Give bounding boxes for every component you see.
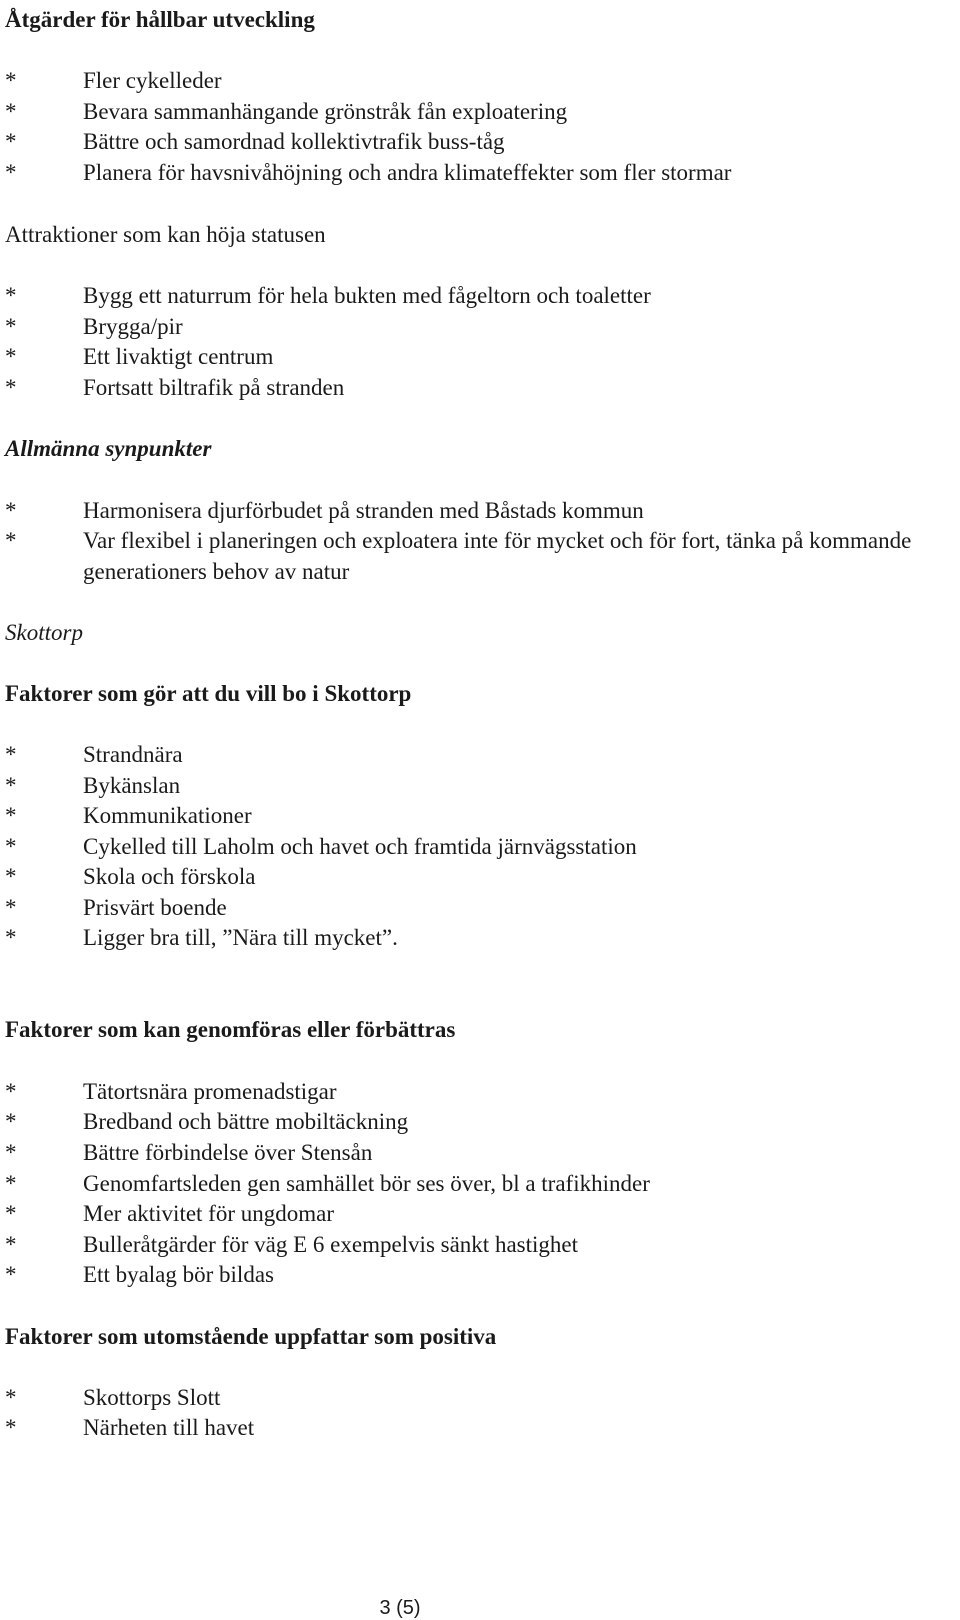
list-item-text: Kommunikationer (83, 803, 252, 828)
bullet-marker: * (5, 160, 17, 185)
section-heading: Attraktioner som kan höja statusen (5, 222, 326, 247)
bullet-marker: * (5, 1201, 17, 1226)
bullet-marker: * (5, 314, 17, 339)
list-item-text: Cykelled till Laholm och havet och framtida järnvägsstation (83, 834, 637, 859)
section-heading: Faktorer som gör att du vill bo i Skottorp (5, 681, 412, 706)
bullet-marker: * (5, 834, 17, 859)
bullet-marker: * (5, 1262, 17, 1287)
list-item-text: Bulleråtgärder för väg E 6 exempelvis sänkt hastighet (83, 1232, 578, 1257)
list-item-text: Ligger bra till, ”Nära till mycket”. (83, 925, 398, 950)
list-item-text: Brygga/pir (83, 314, 183, 339)
list-item (5, 1137, 950, 1168)
bullet-marker: * (5, 528, 17, 553)
bullet-marker: * (5, 498, 17, 523)
bullet-marker: * (5, 99, 17, 124)
bullet-marker: * (5, 68, 17, 93)
list-item (5, 1382, 950, 1413)
list-item (5, 495, 950, 526)
bullet-marker: * (5, 925, 17, 950)
list-item (5, 126, 950, 157)
list-item-text: Ett byalag bör bildas (83, 1262, 274, 1287)
bullet-marker: * (5, 283, 17, 308)
bullet-marker: * (5, 344, 17, 369)
list-item (5, 280, 950, 311)
list-item-text: Prisvärt boende (83, 895, 227, 920)
list-item-text: Strandnära (83, 742, 183, 767)
section-heading: Faktorer som utomstående uppfattar som positiva (5, 1324, 497, 1349)
bullet-marker: * (5, 1385, 17, 1410)
section-heading: Faktorer som kan genomföras eller förbättras (5, 1017, 456, 1042)
list-item (5, 770, 950, 801)
bullet-marker: * (5, 1140, 17, 1165)
list-item-text: Närheten till havet (83, 1415, 255, 1440)
list-item (5, 157, 950, 188)
list-item-text: Harmonisera djurförbudet på stranden med Båstads kommun (83, 498, 644, 523)
list-item-text: Bygg ett naturrum för hela bukten med fågeltorn och toaletter (83, 283, 651, 308)
section-heading: Åtgärder för hållbar utveckling (5, 7, 315, 32)
list-item (5, 800, 950, 831)
bullet-marker: * (5, 1109, 17, 1134)
list-item (5, 1412, 950, 1443)
bullet-marker: * (5, 1171, 17, 1196)
list-item (5, 1229, 950, 1260)
section-heading: Allmänna synpunkter (5, 436, 212, 461)
list-item (5, 861, 950, 892)
section-heading: Skottorp (5, 620, 83, 645)
list-item-text: Bevara sammanhängande grönstråk fån exploatering (83, 99, 568, 124)
list-item-text: Skola och förskola (83, 864, 256, 889)
bullet-marker: * (5, 864, 17, 889)
list-item-text: Ett livaktigt centrum (83, 344, 274, 369)
list-item (5, 1259, 950, 1290)
list-item (5, 96, 950, 127)
list-item-text: Bredband och bättre mobiltäckning (83, 1109, 409, 1134)
bullet-marker: * (5, 1079, 17, 1104)
bullet-marker: * (5, 129, 17, 154)
list-item-text: Bykänslan (83, 773, 181, 798)
list-item (5, 1076, 950, 1107)
bullet-marker: * (5, 742, 17, 767)
list-item-text: Skottorps Slott (83, 1385, 221, 1410)
page-number: 3 (5) (379, 1597, 421, 1619)
list-item (5, 341, 950, 372)
bullet-marker: * (5, 375, 17, 400)
list-item-text: Tätortsnära promenadstigar (83, 1079, 337, 1104)
bullet-marker: * (5, 1232, 17, 1257)
list-item-text: Var flexibel i planeringen och exploatera inte för mycket och för fort, tänka på kommande generationers behov av natur (83, 528, 912, 584)
list-item (5, 922, 950, 953)
list-item-text: Mer aktivitet för ungdomar (83, 1201, 335, 1226)
list-item-text: Fortsatt biltrafik på stranden (83, 375, 345, 400)
list-item-text: Bättre förbindelse över Stensån (83, 1140, 373, 1165)
list-item-text: Bättre och samordnad kollektivtrafik buss-tåg (83, 129, 505, 154)
bullet-marker: * (5, 1415, 17, 1440)
list-item (5, 372, 950, 403)
list-item (5, 1168, 950, 1199)
bullet-marker: * (5, 773, 17, 798)
list-item-text: Fler cykelleder (83, 68, 222, 93)
list-item (5, 831, 950, 862)
list-item (5, 892, 950, 923)
list-item (5, 739, 950, 770)
list-item (5, 65, 950, 96)
list-item (5, 525, 950, 587)
list-item-text: Planera för havsnivåhöjning och andra klimateffekter som fler stormar (83, 160, 732, 185)
list-item-text: Genomfartsleden gen samhället bör ses över, bl a trafikhinder (83, 1171, 650, 1196)
list-item (5, 1198, 950, 1229)
bullet-marker: * (5, 895, 17, 920)
bullet-marker: * (5, 803, 17, 828)
list-item (5, 311, 950, 342)
list-item (5, 1106, 950, 1137)
